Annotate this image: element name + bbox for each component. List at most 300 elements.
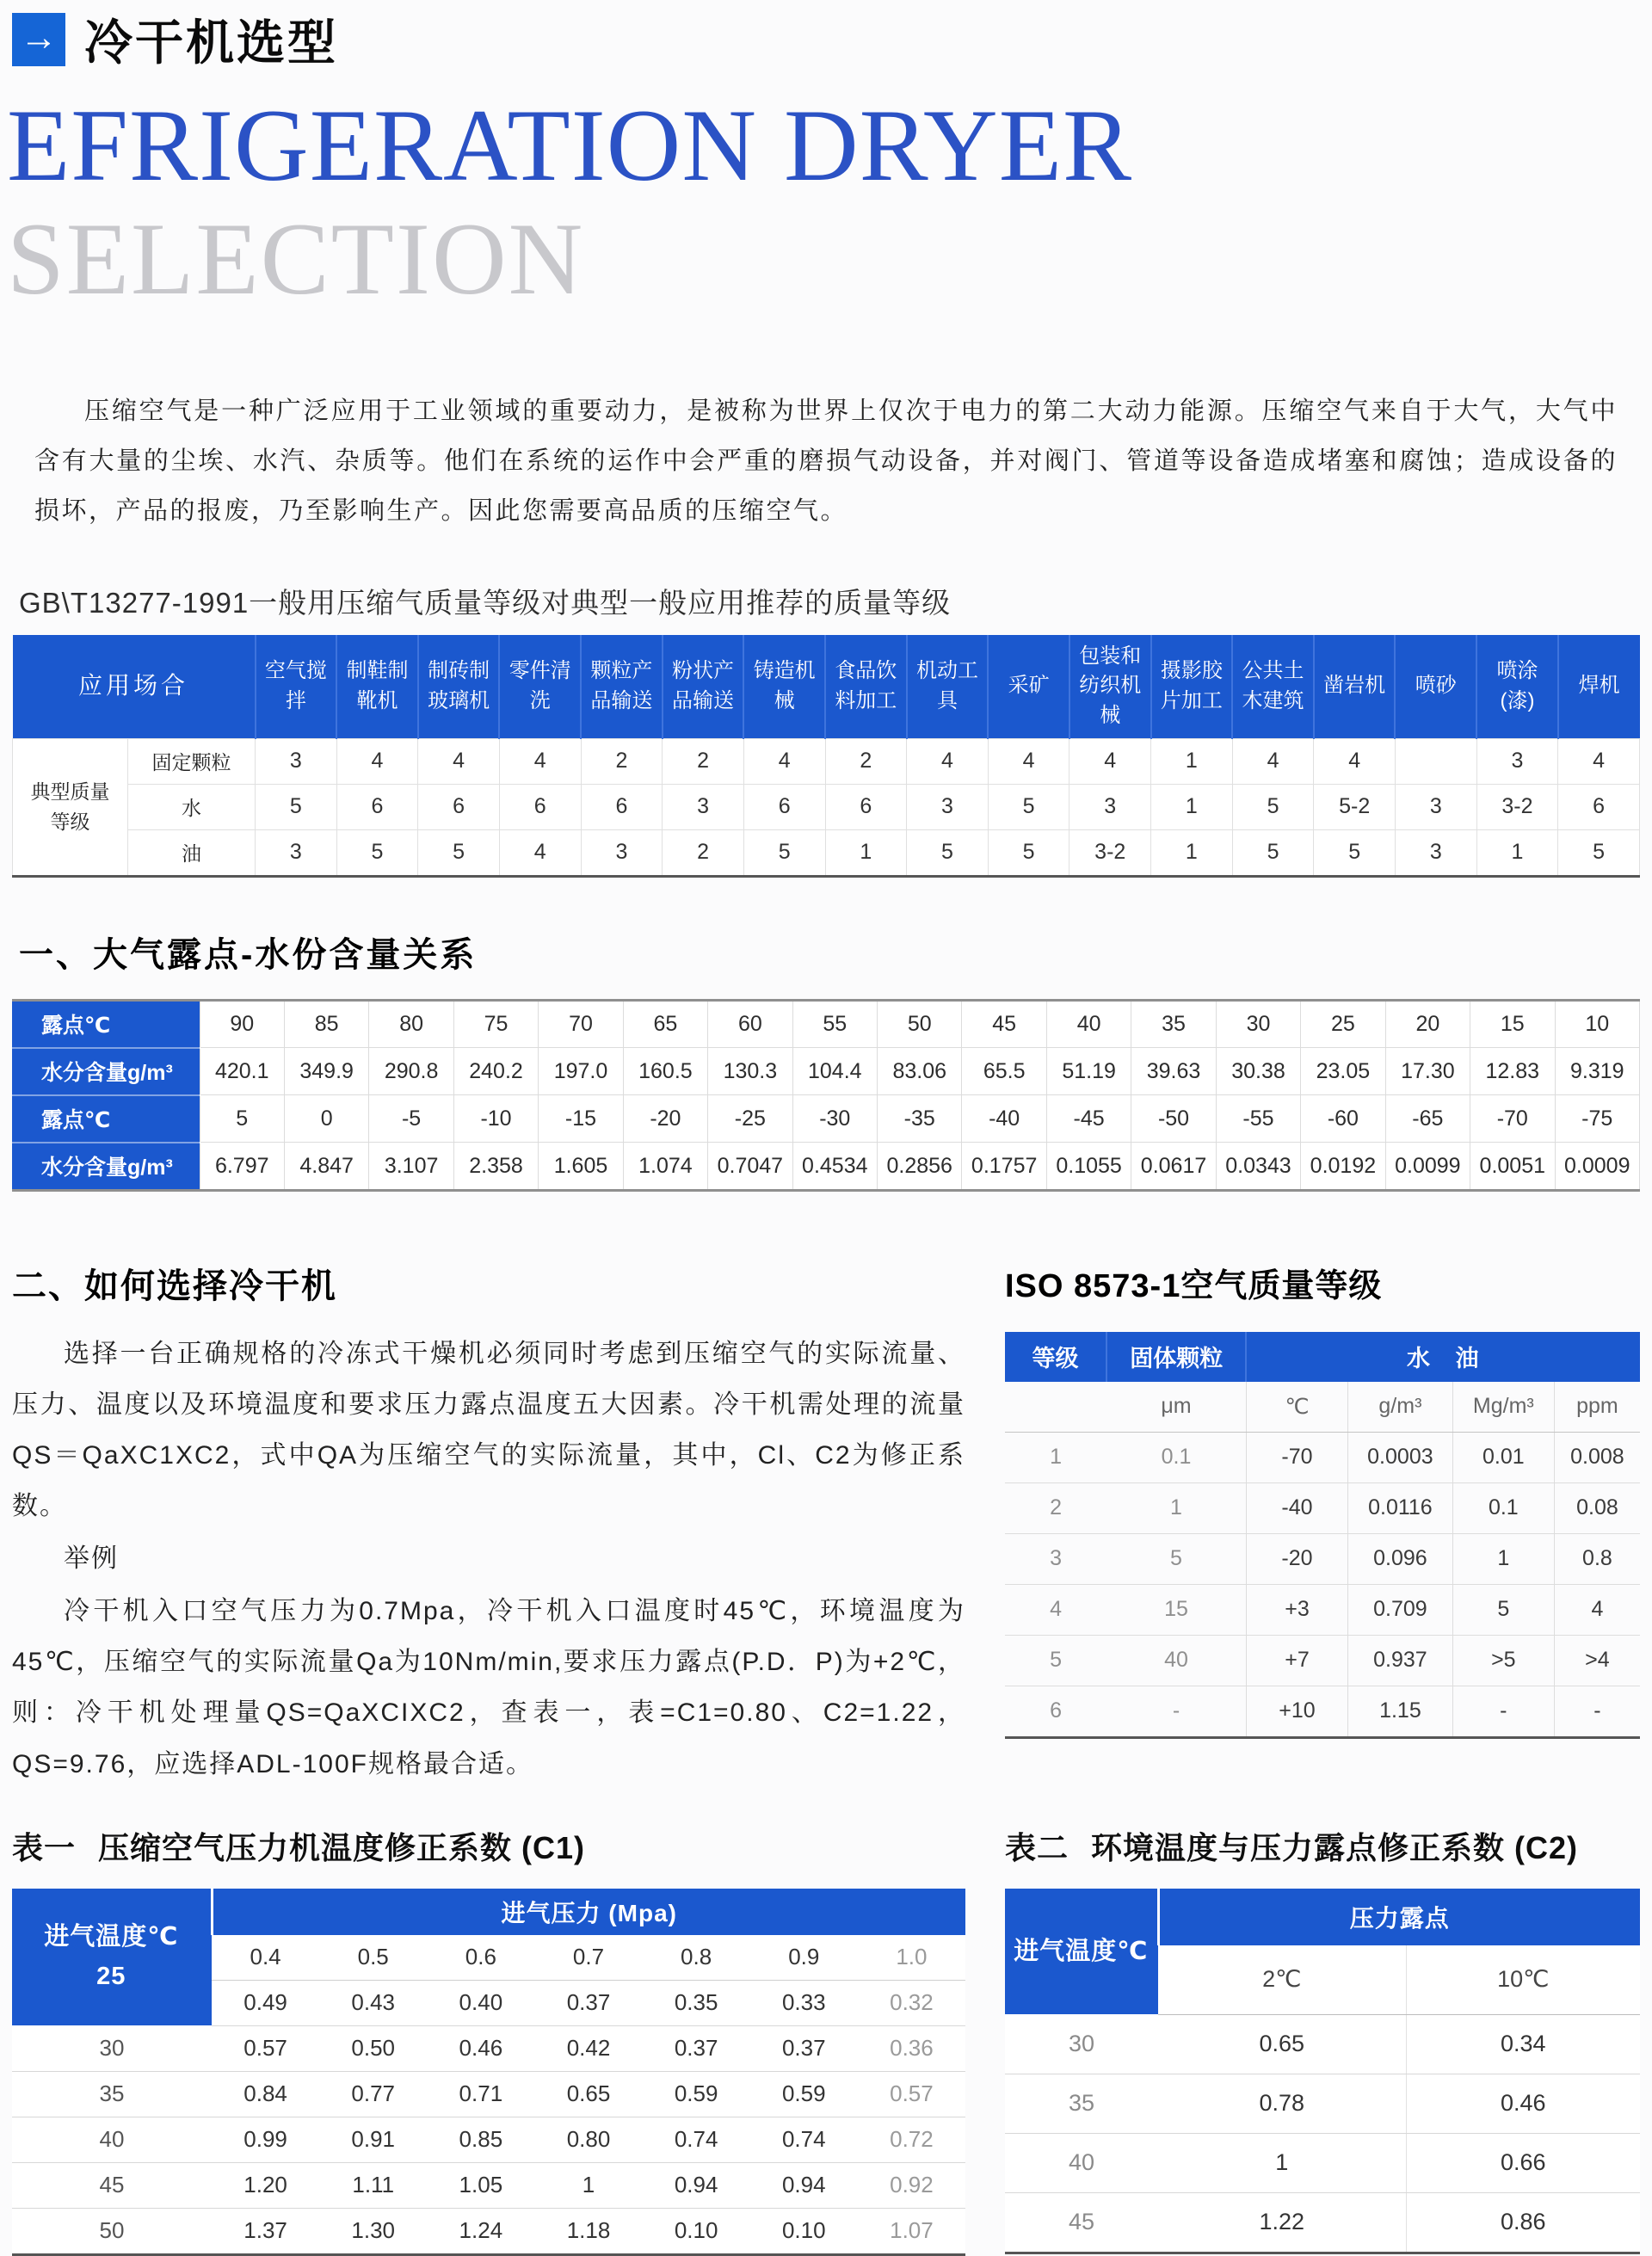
c1-pressure-cell: 0.5 bbox=[319, 1935, 427, 1981]
c1-cell: 1.18 bbox=[534, 2208, 642, 2254]
gb-header-row bbox=[13, 635, 1640, 739]
dew-cell: -70 bbox=[1470, 1095, 1555, 1143]
c1-cell: 0.36 bbox=[858, 2025, 965, 2071]
gb-cell: 4 bbox=[1232, 738, 1314, 784]
dew-cell: 15 bbox=[1470, 1000, 1555, 1048]
dew-cell: 0.7047 bbox=[708, 1143, 792, 1191]
gb-cell: 4 bbox=[499, 829, 581, 876]
iso-cell: 4 bbox=[1005, 1584, 1106, 1635]
gb-row-solid-particles bbox=[13, 738, 1640, 784]
c1-row-label: 45 bbox=[12, 2162, 212, 2208]
c1-row bbox=[12, 2208, 965, 2254]
dew-cell: 83.06 bbox=[878, 1048, 962, 1095]
gb-cell: 4 bbox=[988, 738, 1069, 784]
dew-cell: 160.5 bbox=[623, 1048, 707, 1095]
gb-cell: 6 bbox=[499, 784, 581, 829]
gb-row-water bbox=[13, 784, 1640, 829]
gb-cell: 4 bbox=[336, 738, 418, 784]
dew-cell: 70 bbox=[539, 1000, 623, 1048]
c1-cell: 1.07 bbox=[858, 2208, 965, 2254]
iso-cell: >4 bbox=[1554, 1635, 1640, 1686]
dew-cell: -35 bbox=[878, 1095, 962, 1143]
gb-cell: 3 bbox=[663, 784, 744, 829]
c2-dewpoint-header: 压力露点 bbox=[1158, 1889, 1640, 1945]
iso-cell: -40 bbox=[1246, 1482, 1347, 1533]
gb-col-header: 喷砂 bbox=[1395, 635, 1476, 739]
gb-cell: 3 bbox=[581, 829, 663, 876]
dew-cell: 39.63 bbox=[1131, 1048, 1216, 1095]
gb-cell: 5 bbox=[256, 784, 337, 829]
dew-cell: 0.0099 bbox=[1385, 1143, 1470, 1191]
gb-cell: 5 bbox=[988, 829, 1069, 876]
gb-cell: 1 bbox=[825, 829, 907, 876]
dew-cell: 35 bbox=[1131, 1000, 1216, 1048]
iso-cell: 0.709 bbox=[1348, 1584, 1453, 1635]
iso-cell: 6 bbox=[1005, 1686, 1106, 1737]
c2-cell: 1.22 bbox=[1158, 2192, 1406, 2253]
gb-cell: 3-2 bbox=[1069, 829, 1151, 876]
iso-cell: 0.937 bbox=[1348, 1635, 1453, 1686]
c1-row bbox=[12, 2117, 965, 2162]
gb-cell: 1 bbox=[1476, 829, 1558, 876]
intro-paragraph: 压缩空气是一种广泛应用于工业领域的重要动力，是被称为世界上仅次于电力的第二大动力能源。压缩空气来自于大气，大气中含有大量的尘埃、水汽、杂质等。他们在系统的运作中会严重的磨损气动设备，并对阀门、管道等设备造成堵塞和腐蚀；造成设备的损坏，产品的报废，乃至影响生产。因此您需要高品质的压缩空气。 bbox=[34, 397, 1618, 525]
dew-cell: 130.3 bbox=[708, 1048, 792, 1095]
iso-heading: ISO 8573-1空气质量等级 bbox=[1005, 1267, 1383, 1304]
dew-cell: 240.2 bbox=[453, 1048, 538, 1095]
c1-cell: 0.94 bbox=[643, 2162, 750, 2208]
iso-cell: >5 bbox=[1452, 1635, 1554, 1686]
gb-cell: 6 bbox=[418, 784, 500, 829]
dew-cell: 0.2856 bbox=[878, 1143, 962, 1191]
c1-cell: 0.10 bbox=[643, 2208, 750, 2254]
gb-row-group-label: 典型质量等级 bbox=[13, 738, 128, 876]
c1-cell: 0.50 bbox=[319, 2025, 427, 2071]
dew-cell: 420.1 bbox=[200, 1048, 284, 1095]
c1-corner-temp: 25 bbox=[96, 1963, 126, 1991]
c1-cell: 0.85 bbox=[427, 2117, 534, 2162]
dew-cell: 51.19 bbox=[1046, 1048, 1131, 1095]
iso-cell: 0.1 bbox=[1452, 1482, 1554, 1533]
c2-row bbox=[1005, 2133, 1640, 2192]
dew-cell: -5 bbox=[369, 1095, 453, 1143]
c1-cell: 1.24 bbox=[427, 2208, 534, 2254]
c1-cell: 0.99 bbox=[212, 2117, 319, 2162]
gb-col-header: 制砖制玻璃机 bbox=[418, 635, 500, 739]
iso-cell: 0.1 bbox=[1106, 1432, 1246, 1482]
gb-cell: 3 bbox=[1476, 738, 1558, 784]
iso-unit-cell: Mg/m³ bbox=[1452, 1382, 1554, 1433]
gb-cell: 3 bbox=[256, 738, 337, 784]
dew-cell: -55 bbox=[1216, 1095, 1300, 1143]
arrow-glyph: → bbox=[20, 16, 58, 59]
dew-row-label: 露点℃ bbox=[12, 1000, 200, 1048]
gb-cell: 5 bbox=[418, 829, 500, 876]
gb-col-header: 喷涂(漆) bbox=[1476, 635, 1558, 739]
gb-row-label: 水 bbox=[128, 784, 256, 829]
middle-two-columns bbox=[12, 1259, 1640, 1790]
gb-cell: 6 bbox=[581, 784, 663, 829]
iso-cell: 5 bbox=[1005, 1635, 1106, 1686]
c1-row bbox=[12, 2162, 965, 2208]
section2-paragraph2: 冷干机入口空气压力为0.7Mpa，冷干机入口温度时45℃，环境温度为45℃，压缩空气的实际流量Qa为10Nm/min,要求压力露点(P.D．P)为+2℃，则：冷干机处理量QS=QaXCIXC2，查表一，表=C1=0.80、C2=1.22，QS=9.76，应选择ADL-100F规格最合适。 bbox=[12, 1597, 965, 1778]
dew-cell: 0.0343 bbox=[1216, 1143, 1300, 1191]
dew-row-label: 露点℃ bbox=[12, 1095, 200, 1143]
gb-quality-table bbox=[12, 635, 1640, 878]
english-title-line1: EFRIGERATION DRYER bbox=[7, 88, 1133, 202]
gb-cell: 2 bbox=[581, 738, 663, 784]
c1-cell: 1.20 bbox=[212, 2162, 319, 2208]
iso-unit-cell: ppm bbox=[1554, 1382, 1640, 1433]
dew-cell: -75 bbox=[1555, 1095, 1640, 1143]
gb-cell: 3 bbox=[1069, 784, 1151, 829]
iso-cell: 0.008 bbox=[1554, 1432, 1640, 1482]
c1-row-label: 30 bbox=[12, 2025, 212, 2071]
gb-cell: 6 bbox=[825, 784, 907, 829]
gb-col-header: 焊机 bbox=[1558, 635, 1640, 739]
iso-cell: 15 bbox=[1106, 1584, 1246, 1635]
iso-unit-cell: ℃ bbox=[1246, 1382, 1347, 1433]
gb-cell: 1 bbox=[1151, 738, 1233, 784]
c1-cell: 0.10 bbox=[750, 2208, 858, 2254]
c1-row bbox=[12, 2071, 965, 2117]
c1-row bbox=[12, 2025, 965, 2071]
iso-cell: -70 bbox=[1246, 1432, 1347, 1482]
page-header bbox=[12, 12, 1640, 70]
gb-cell: 2 bbox=[663, 829, 744, 876]
c1-row-label: 50 bbox=[12, 2208, 212, 2254]
gb-cell: 4 bbox=[499, 738, 581, 784]
c1-cell: 1.37 bbox=[212, 2208, 319, 2254]
gb-col-header: 食品饮料加工 bbox=[825, 635, 907, 739]
dew-cell: 0.0009 bbox=[1555, 1143, 1640, 1191]
c1-cell: 0.37 bbox=[643, 2025, 750, 2071]
gb-cell bbox=[1395, 738, 1476, 784]
c1-cell: 0.42 bbox=[534, 2025, 642, 2071]
c2-cell: 0.65 bbox=[1158, 2014, 1406, 2074]
c1-cell: 0.80 bbox=[534, 2117, 642, 2162]
iso-row bbox=[1005, 1482, 1640, 1533]
gb-row-label: 固定颗粒 bbox=[128, 738, 256, 784]
section2-column bbox=[12, 1259, 965, 1790]
dew-cell: 20 bbox=[1385, 1000, 1470, 1048]
c2-column bbox=[1005, 1824, 1640, 2256]
gb-cell: 5 bbox=[1232, 784, 1314, 829]
gb-row-oil bbox=[13, 829, 1640, 876]
c2-row-label: 35 bbox=[1005, 2074, 1158, 2133]
c1-cell: 0.77 bbox=[319, 2071, 427, 2117]
gb-col-header: 零件清洗 bbox=[499, 635, 581, 739]
c1-cell: 0.72 bbox=[858, 2117, 965, 2162]
c1-cell: 0.57 bbox=[212, 2025, 319, 2071]
section2-paragraph1: 选择一台正确规格的冷冻式干燥机必须同时考虑到压缩空气的实际流量、压力、温度以及环境温度和要求压力露点温度五大因素。冷干机需处理的流量QS＝QaXC1XC2，式中QA为压缩空气的实际流量，其中，Cl、C2为修正系数。 bbox=[12, 1339, 965, 1521]
dew-cell: 0.0617 bbox=[1131, 1143, 1216, 1191]
c2-subheader-cell: 2℃ bbox=[1158, 1945, 1406, 2015]
dew-cell: -50 bbox=[1131, 1095, 1216, 1143]
c2-subheader-cell: 10℃ bbox=[1406, 1945, 1640, 2015]
c1-corner-label: 进气温度℃ bbox=[44, 1922, 179, 1951]
gb-col-header: 凿岩机 bbox=[1314, 635, 1396, 739]
c1-pressure-cell: 0.7 bbox=[534, 1935, 642, 1981]
gb-cell: 5 bbox=[988, 784, 1069, 829]
dew-cell: 17.30 bbox=[1385, 1048, 1470, 1095]
gb-cell: 5 bbox=[1314, 829, 1396, 876]
gb-cell: 4 bbox=[418, 738, 500, 784]
gb-col-header: 公共土木建筑 bbox=[1232, 635, 1314, 739]
gb-cell: 4 bbox=[1314, 738, 1396, 784]
dew-cell: 10 bbox=[1555, 1000, 1640, 1048]
c1-pressure-cell: 0.9 bbox=[750, 1935, 858, 1981]
dew-cell: 0.1055 bbox=[1046, 1143, 1131, 1191]
gb-cell: 5 bbox=[1232, 829, 1314, 876]
dew-cell: 85 bbox=[284, 1000, 368, 1048]
c1-cell: 0.94 bbox=[750, 2162, 858, 2208]
section2-example-label: 举例 bbox=[64, 1544, 119, 1574]
gb-cell: 4 bbox=[907, 738, 989, 784]
gb-cell: 4 bbox=[1558, 738, 1640, 784]
iso-row bbox=[1005, 1432, 1640, 1482]
dew-row bbox=[12, 1048, 1640, 1095]
c2-cell: 0.46 bbox=[1406, 2074, 1640, 2133]
dew-cell: 0.0051 bbox=[1470, 1143, 1555, 1191]
c2-correction-table bbox=[1005, 1889, 1640, 2254]
section2-heading: 二、如何选择冷干机 bbox=[12, 1267, 337, 1305]
dew-cell: 1.074 bbox=[623, 1143, 707, 1191]
iso-row bbox=[1005, 1584, 1640, 1635]
c2-cell: 0.86 bbox=[1406, 2192, 1640, 2253]
dew-cell: 0.4534 bbox=[792, 1143, 877, 1191]
iso-cell: 1 bbox=[1005, 1432, 1106, 1482]
iso-cell: - bbox=[1452, 1686, 1554, 1737]
gb-cell: 2 bbox=[663, 738, 744, 784]
c1-cell: 0.74 bbox=[750, 2117, 858, 2162]
c1-cell: 0.43 bbox=[319, 1980, 427, 2025]
c2-heading-tag: 表二 bbox=[1005, 1829, 1069, 1865]
bottom-two-columns bbox=[12, 1824, 1640, 2256]
dew-cell: 50 bbox=[878, 1000, 962, 1048]
iso-unit-cell: μm bbox=[1106, 1382, 1246, 1433]
c1-cell: 0.91 bbox=[319, 2117, 427, 2162]
dew-row bbox=[12, 1000, 1640, 1048]
english-title-block bbox=[7, 88, 1640, 317]
gb-col-header: 机动工具 bbox=[907, 635, 989, 739]
iso-wateroil-header: 水 油 bbox=[1246, 1332, 1640, 1382]
dew-cell: 65 bbox=[623, 1000, 707, 1048]
c1-heading-tag: 表一 bbox=[12, 1829, 77, 1865]
c1-cell: 0.37 bbox=[750, 2025, 858, 2071]
dew-cell: 60 bbox=[708, 1000, 792, 1048]
gb-cell: 6 bbox=[336, 784, 418, 829]
dew-cell: -10 bbox=[453, 1095, 538, 1143]
c1-cell: 0.37 bbox=[534, 1980, 642, 2025]
iso-cell: 0.8 bbox=[1554, 1533, 1640, 1584]
c2-row-label: 30 bbox=[1005, 2014, 1158, 2074]
iso-header-row bbox=[1005, 1332, 1640, 1382]
gb-cell: 5 bbox=[743, 829, 825, 876]
iso-column bbox=[1005, 1259, 1640, 1790]
iso-cell: 0.0003 bbox=[1348, 1432, 1453, 1482]
c1-cell: 0.35 bbox=[643, 1980, 750, 2025]
iso-cell: 0.01 bbox=[1452, 1432, 1554, 1482]
c1-header-row bbox=[12, 1889, 965, 1935]
dew-cell: 55 bbox=[792, 1000, 877, 1048]
dew-cell: 104.4 bbox=[792, 1048, 877, 1095]
dew-cell: -65 bbox=[1385, 1095, 1470, 1143]
iso-cell: +7 bbox=[1246, 1635, 1347, 1686]
iso-quality-table bbox=[1005, 1332, 1640, 1739]
gb-cell: 6 bbox=[1558, 784, 1640, 829]
c1-cell: 0.40 bbox=[427, 1980, 534, 2025]
c1-pressure-cell: 0.4 bbox=[212, 1935, 319, 1981]
c1-heading-text: 压缩空气压力机温度修正系数 (C1) bbox=[98, 1829, 586, 1865]
c1-pressure-cell: 0.8 bbox=[643, 1935, 750, 1981]
c1-pressure-header: 进气压力 (Mpa) bbox=[212, 1889, 965, 1935]
dew-cell: -40 bbox=[962, 1095, 1046, 1143]
c2-cell: 0.66 bbox=[1406, 2133, 1640, 2192]
dew-cell: 25 bbox=[1301, 1000, 1385, 1048]
c2-heading bbox=[1005, 1824, 1640, 1868]
dew-cell: 65.5 bbox=[962, 1048, 1046, 1095]
c1-cell: 0.74 bbox=[643, 2117, 750, 2162]
c1-cell: 0.32 bbox=[858, 1980, 965, 2025]
dew-cell: 0.1757 bbox=[962, 1143, 1046, 1191]
c2-cell: 1 bbox=[1158, 2133, 1406, 2192]
dew-cell: 2.358 bbox=[453, 1143, 538, 1191]
c1-cell: 1 bbox=[534, 2162, 642, 2208]
gb-cell: 2 bbox=[825, 738, 907, 784]
gb-row-label: 油 bbox=[128, 829, 256, 876]
c1-cell: 0.59 bbox=[750, 2071, 858, 2117]
dew-cell: 3.107 bbox=[369, 1143, 453, 1191]
dew-cell: -30 bbox=[792, 1095, 877, 1143]
dew-cell: 5 bbox=[200, 1095, 284, 1143]
c2-corner-cell: 进气温度℃ bbox=[1005, 1889, 1158, 2015]
dew-cell: 1.605 bbox=[539, 1143, 623, 1191]
iso-units-row bbox=[1005, 1382, 1640, 1433]
dew-cell: 6.797 bbox=[200, 1143, 284, 1191]
english-title-line2: SELECTION bbox=[7, 201, 585, 317]
gb-col-header: 制鞋制靴机 bbox=[336, 635, 418, 739]
dew-row-label: 水分含量g/m³ bbox=[12, 1048, 200, 1095]
iso-cell: 2 bbox=[1005, 1482, 1106, 1533]
dewpoint-table bbox=[12, 999, 1640, 1192]
c2-row-label: 40 bbox=[1005, 2133, 1158, 2192]
gb-col-header: 采矿 bbox=[988, 635, 1069, 739]
gb-cell: 3 bbox=[1395, 784, 1476, 829]
dew-cell: -15 bbox=[539, 1095, 623, 1143]
gb-col-header: 颗粒产品输送 bbox=[581, 635, 663, 739]
dew-cell: 4.847 bbox=[284, 1143, 368, 1191]
iso-cell: 3 bbox=[1005, 1533, 1106, 1584]
gb-cell: 1 bbox=[1151, 784, 1233, 829]
dew-row bbox=[12, 1143, 1640, 1191]
iso-cell: 0.08 bbox=[1554, 1482, 1640, 1533]
c2-row bbox=[1005, 2192, 1640, 2253]
c1-cell: 0.65 bbox=[534, 2071, 642, 2117]
c1-cell: 1.30 bbox=[319, 2208, 427, 2254]
c2-header-row bbox=[1005, 1889, 1640, 1945]
c1-cell: 0.84 bbox=[212, 2071, 319, 2117]
dew-row bbox=[12, 1095, 1640, 1143]
c1-cell: 0.46 bbox=[427, 2025, 534, 2071]
gb-corner-header: 应用场合 bbox=[13, 635, 256, 739]
gb-col-header: 摄影胶片加工 bbox=[1151, 635, 1233, 739]
dew-cell: 290.8 bbox=[369, 1048, 453, 1095]
c2-cell: 0.78 bbox=[1158, 2074, 1406, 2133]
iso-cell: +3 bbox=[1246, 1584, 1347, 1635]
dew-cell: -20 bbox=[623, 1095, 707, 1143]
c2-row bbox=[1005, 2074, 1640, 2133]
c2-heading-text: 环境温度与压力露点修正系数 (C2) bbox=[1091, 1829, 1579, 1865]
dew-cell: -60 bbox=[1301, 1095, 1385, 1143]
gb-col-header: 包装和纺织机械 bbox=[1069, 635, 1151, 739]
iso-cell: 1.15 bbox=[1348, 1686, 1453, 1737]
c1-cell: 0.49 bbox=[212, 1980, 319, 2025]
iso-cell: 1 bbox=[1452, 1533, 1554, 1584]
section1-heading: 一、大气露点-水份含量关系 bbox=[19, 935, 478, 974]
gb-col-header: 粉状产品输送 bbox=[663, 635, 744, 739]
dew-cell: 80 bbox=[369, 1000, 453, 1048]
iso-row bbox=[1005, 1686, 1640, 1737]
iso-cell: - bbox=[1554, 1686, 1640, 1737]
gb-table-heading: GB\T13277-1991一般用压缩气质量等级对典型一般应用推荐的质量等级 bbox=[19, 586, 952, 619]
iso-cell: 5 bbox=[1452, 1584, 1554, 1635]
c1-cell: 0.92 bbox=[858, 2162, 965, 2208]
dew-cell: 349.9 bbox=[284, 1048, 368, 1095]
iso-row bbox=[1005, 1533, 1640, 1584]
iso-cell: 5 bbox=[1106, 1533, 1246, 1584]
dew-cell: 90 bbox=[200, 1000, 284, 1048]
c1-cell: 0.59 bbox=[643, 2071, 750, 2117]
dew-cell: 9.319 bbox=[1555, 1048, 1640, 1095]
iso-cell: 4 bbox=[1554, 1584, 1640, 1635]
c1-cell: 0.33 bbox=[750, 1980, 858, 2025]
c1-heading bbox=[12, 1824, 965, 1868]
gb-cell: 3-2 bbox=[1476, 784, 1558, 829]
dew-cell: 30.38 bbox=[1216, 1048, 1300, 1095]
iso-grade-header: 等级 bbox=[1005, 1332, 1106, 1382]
gb-cell: 3 bbox=[256, 829, 337, 876]
c1-correction-table bbox=[12, 1889, 965, 2256]
dew-cell: 40 bbox=[1046, 1000, 1131, 1048]
c2-row-label: 45 bbox=[1005, 2192, 1158, 2253]
iso-cell: 40 bbox=[1106, 1635, 1246, 1686]
c1-row-label: 40 bbox=[12, 2117, 212, 2162]
dew-cell: 45 bbox=[962, 1000, 1046, 1048]
c1-column bbox=[12, 1824, 965, 2256]
dew-cell: 12.83 bbox=[1470, 1048, 1555, 1095]
c1-row-label: 35 bbox=[12, 2071, 212, 2117]
c1-pressure-cell: 1.0 bbox=[858, 1935, 965, 1981]
iso-row bbox=[1005, 1635, 1640, 1686]
c1-cell: 0.57 bbox=[858, 2071, 965, 2117]
dew-cell: 23.05 bbox=[1301, 1048, 1385, 1095]
dew-cell: 0.0192 bbox=[1301, 1143, 1385, 1191]
c1-cell: 1.05 bbox=[427, 2162, 534, 2208]
iso-unit-cell: g/m³ bbox=[1348, 1382, 1453, 1433]
iso-cell: 0.0116 bbox=[1348, 1482, 1453, 1533]
dew-cell: 75 bbox=[453, 1000, 538, 1048]
iso-cell: 1 bbox=[1106, 1482, 1246, 1533]
gb-col-header: 铸造机械 bbox=[743, 635, 825, 739]
c2-cell: 0.34 bbox=[1406, 2014, 1640, 2074]
iso-cell: +10 bbox=[1246, 1686, 1347, 1737]
c1-corner-cell bbox=[12, 1889, 212, 2026]
gb-cell: 5 bbox=[907, 829, 989, 876]
c2-row bbox=[1005, 2014, 1640, 2074]
dew-row-label: 水分含量g/m³ bbox=[12, 1143, 200, 1191]
gb-col-header: 空气搅拌 bbox=[256, 635, 337, 739]
c1-cell: 1.11 bbox=[319, 2162, 427, 2208]
